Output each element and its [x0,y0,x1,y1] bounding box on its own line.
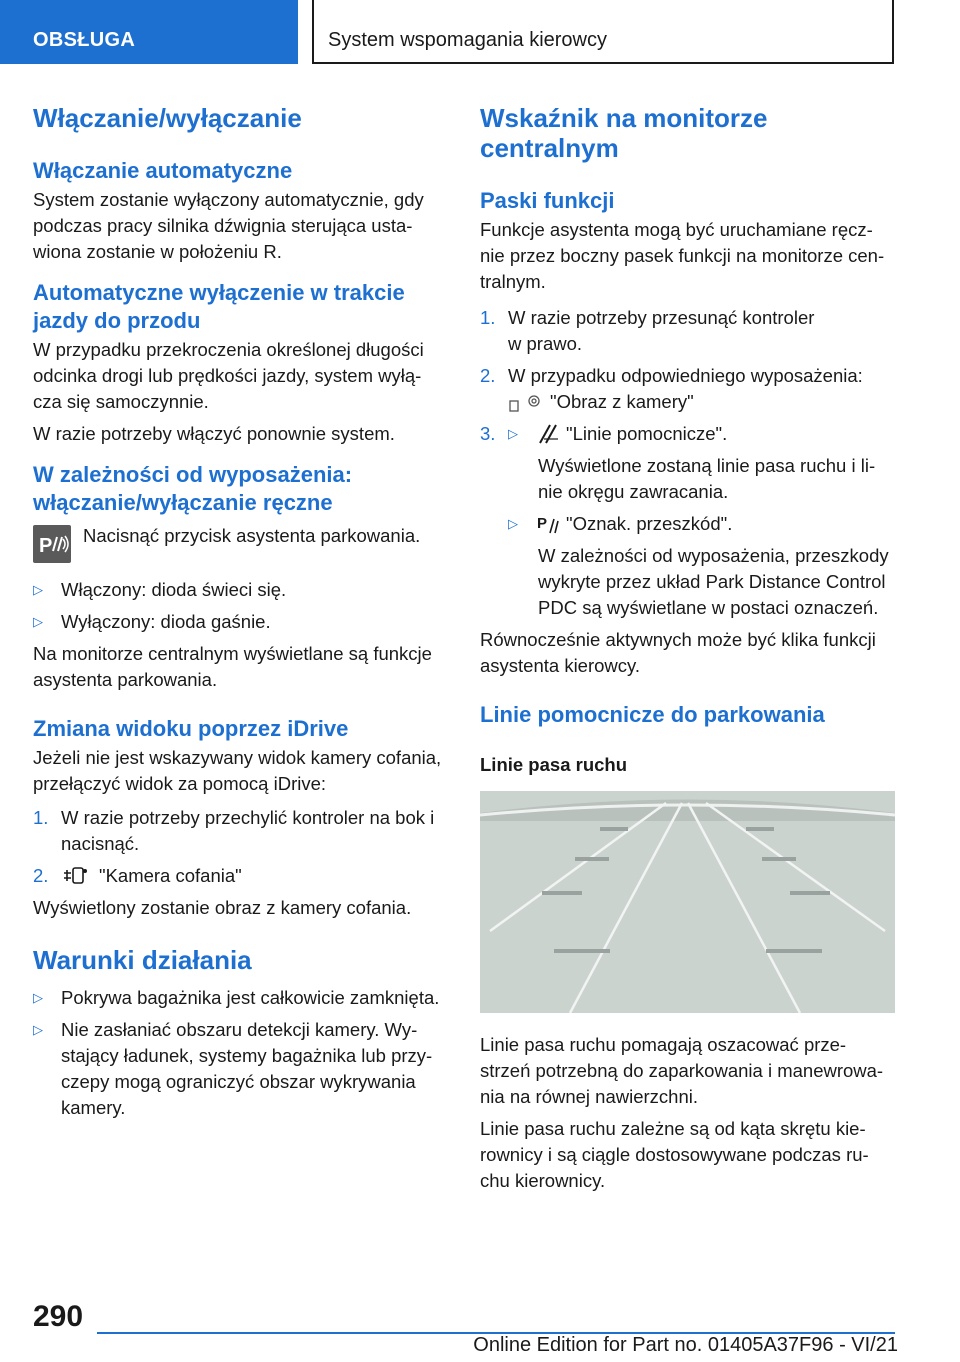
svg-text:P: P [39,535,53,557]
bullet-triangle-icon: ▷ [508,426,518,441]
heading-manual: W zależności od wyposażenia: włączanie/wyłączanie ręczne [33,462,353,515]
paragraph-simultaneous: Równocześnie aktywnych może być klika funkcji asystenta kierowcy. [480,629,876,676]
guide-lines-icon [536,421,560,445]
paragraph-auto-on: System zostanie wyłączony automatycznie, gdy podczas pracy silnika dźwignia sterująca usta- wiona zostanie w położeniu R. [33,189,424,262]
list-item: ▷ Pokrywa bagażnika jest całkowicie zamknięta. [33,985,448,1011]
step-item: 3. ▷ "Linie pomocnicze". Wyświetlone zostaną linie pasa ruchu i li- nie okręgu zawracania. ▷ P "Oznak. przeszkód". W zależności od wyposażenia, przeszkody wykryte przez układ Park Distance Control PDC są wyświetlane w postaci oznaczeń. [480,423,889,618]
paragraph-monitor: Na monitorze centralnym wyświetlane są funkcje asystenta parkowania. [33,643,432,690]
step-item: 2. "Kamera cofania" [33,863,448,889]
header-section-label: OBSŁUGA [33,29,136,51]
list-item: ▷ Nie zasłaniać obszaru detekcji kamery. Wy- stający ładunek, systemy bagażnika lub przy- czepy mogą ograniczyć obszar wykrywania kamery. [33,1017,448,1121]
camera-view-icon [508,392,544,414]
bullet-triangle-icon: ▷ [33,582,43,597]
obstacle-marking-icon [536,511,560,535]
paragraph-bars: Funkcje asystenta mogą być uruchamiane ręcz- nie przez boczny pasek funkcji na monitorze cen- tralnym. [480,219,885,292]
paragraph-reenable: W razie potrzeby włączyć ponownie system. [33,423,395,444]
footer-edition: Online Edition for Part no. 01405A37F96 - VI/21 [473,1334,898,1356]
paragraph-lane-2: Linie pasa ruchu zależne są od kąta skrętu kie- rownicy i są ciągle dostosowywane podczas ru- chu kierownicy. [480,1118,869,1191]
heading-lane: Linie pasa ruchu [480,754,628,775]
bullet-triangle-icon: ▷ [33,990,43,1005]
bullet-triangle-icon: ▷ [508,516,518,531]
paragraph-auto-off: W przypadku przekroczenia określonej długości odcinka drogi lub prędkości jazdy, system wyłą- cza się samoczynnie. [33,339,424,412]
paragraph-lane-1: Linie pasa ruchu pomagają oszacować prze- strzeń potrzebną do zaparkowania i manewrowa- nia na równej nawierzchni. [480,1034,884,1107]
heading-guides: Linie pomocnicze do parkowania [480,702,825,727]
paragraph-view: Jeżeli nie jest wskazywany widok kamery cofania, przełączyć widok za pomocą iDrive: [33,747,442,794]
step-item: 2. W przypadku odpowiedniego wyposażenia: "Obraz z kamery" [480,363,898,415]
heading-indicator: Wskaźnik na monitorze centralnym [480,103,768,163]
rear-camera-icon [61,863,91,889]
lane-lines-illustration [480,791,898,1018]
heading-onoff: Włączanie/wyłączanie [33,103,302,133]
heading-view: Zmiana widoku poprzez iDrive [33,716,349,741]
paragraph-camera: Wyświetlony zostanie obraz z kamery cofania. [33,897,412,918]
page-number: 290 [33,1300,84,1333]
step-item: 1. W razie potrzeby przechylić kontroler na bok i nacisnąć. [33,807,435,854]
heading-auto-off: Automatyczne wyłączenie w trakcie jazdy do przodu [33,280,405,333]
parking-assistant-button-icon [33,525,71,563]
header-title-box [312,0,894,64]
bullet-triangle-icon: ▷ [33,614,43,629]
step-item: 1. W razie potrzeby przesunąć kontroler w prawo. [480,307,815,354]
right-column [480,100,898,1194]
press-button-row [33,525,448,563]
svg-text:P: P [537,515,548,532]
left-column [33,100,448,1121]
list-item: ▷ Wyłączony: dioda gaśnie. [33,609,448,635]
heading-conditions: Warunki działania [33,945,252,975]
list-item: ▷ Włączony: dioda świeci się. [33,577,448,603]
heading-auto-on: Włączanie automatyczne [33,158,293,183]
heading-bars: Paski funkcji [480,188,615,213]
header-title: System wspomagania kierowcy [328,29,607,51]
bullet-triangle-icon: ▷ [33,1022,43,1037]
header-section-tab [0,0,298,64]
paragraph-press: Nacisnąć przycisk asystenta parkowania. [83,525,421,546]
